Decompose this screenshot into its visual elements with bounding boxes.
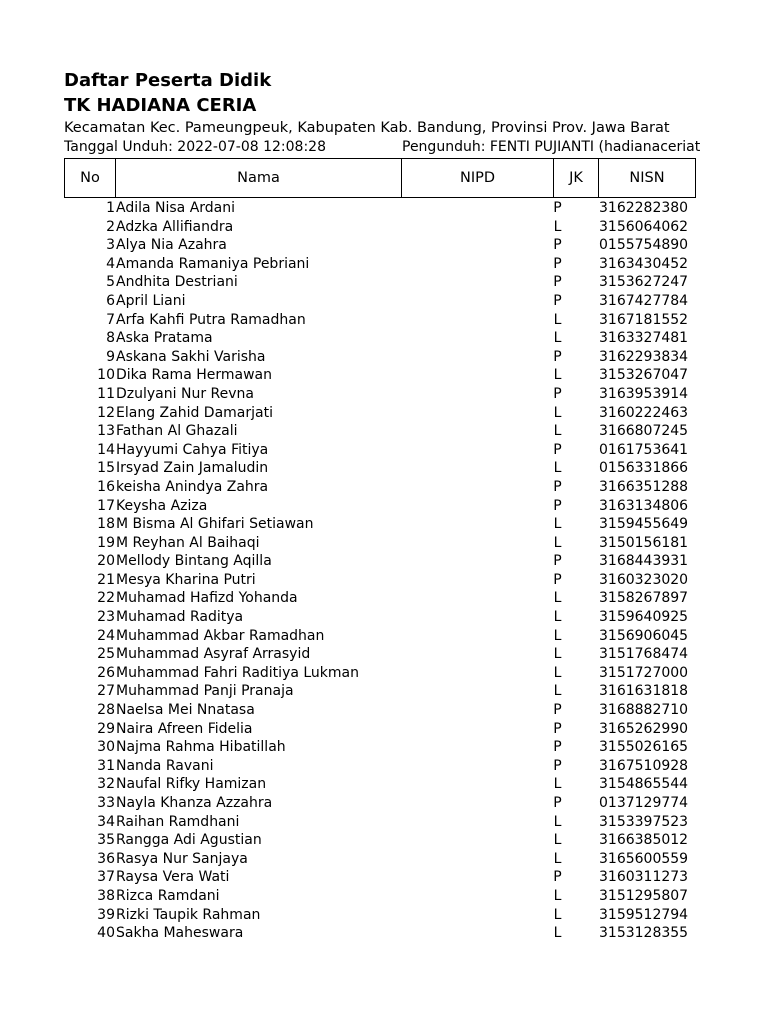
cell-jk: P [553,274,562,291]
table-row [64,682,704,701]
cell-nama: Najma Rahma Hibatillah [116,739,286,756]
cell-nama: Rasya Nur Sanjaya [116,850,248,867]
cell-nama: Keysha Aziza [116,497,208,514]
cell-no: 12 [97,404,115,421]
cell-nama: Dika Rama Hermawan [116,367,272,384]
cell-nisn: 3163430452 [599,255,689,272]
table-row [64,385,704,404]
student-table-body [64,199,704,943]
cell-nisn: 3153397523 [599,813,689,830]
table-row [64,850,704,869]
cell-no: 37 [97,869,115,886]
table-row [64,497,704,516]
cell-no: 2 [106,218,115,235]
cell-nisn: 3153627247 [599,274,689,291]
cell-no: 30 [97,739,115,756]
cell-jk: P [553,869,562,886]
cell-jk: L [553,887,562,904]
cell-nama: April Liani [116,292,186,309]
cell-no: 38 [97,887,115,904]
table-row [64,348,704,367]
table-row [64,906,704,925]
cell-no: 18 [97,516,115,533]
table-row [64,775,704,794]
table-row [64,311,704,330]
cell-no: 10 [97,367,115,384]
table-row [64,720,704,739]
cell-jk: P [553,553,562,570]
cell-nisn: 0161753641 [599,441,689,458]
cell-nisn: 3159455649 [599,516,689,533]
cell-no: 14 [97,441,115,458]
table-row [64,422,704,441]
cell-jk: L [553,850,562,867]
cell-no: 31 [97,757,115,774]
table-row [64,813,704,832]
cell-nisn: 0156331866 [599,460,689,477]
table-row [64,645,704,664]
cell-nisn: 3155026165 [599,739,689,756]
cell-no: 19 [97,534,115,551]
cell-nama: Muhammad Fahri Raditiya Lukman [116,664,360,681]
cell-no: 39 [97,906,115,923]
cell-jk: P [553,237,562,254]
cell-nama: keisha Anindya Zahra [116,478,269,495]
cell-nisn: 3166385012 [599,832,689,849]
cell-no: 34 [97,813,115,830]
cell-jk: L [553,646,562,663]
cell-nama: Sakha Maheswara [116,925,244,942]
cell-nama: Rizca Ramdani [116,887,220,904]
cell-nisn: 3168882710 [599,702,689,719]
cell-jk: L [553,813,562,830]
cell-nisn: 0155754890 [599,237,689,254]
table-header [64,158,696,198]
cell-nama: Dzulyani Nur Revna [116,385,254,402]
cell-no: 32 [97,776,115,793]
table-row [64,515,704,534]
cell-jk: P [553,292,562,309]
cell-nisn: 3162293834 [599,348,689,365]
cell-no: 17 [97,497,115,514]
cell-no: 40 [97,925,115,942]
cell-nama: Nayla Khanza Azzahra [116,795,273,811]
cell-jk: L [553,627,562,644]
cell-jk: P [553,757,562,774]
cell-nama: Hayyumi Cahya Fitiya [116,441,269,458]
cell-nama: Naelsa Mei Nnatasa [116,702,255,719]
downloader-info: Pengunduh: FENTI PUJIANTI (hadianaceriat [402,139,701,155]
cell-nama: Rangga Adi Agustian [116,832,262,849]
table-row [64,199,704,218]
cell-jk: L [553,609,562,626]
cell-nisn: 3154865544 [599,776,689,793]
cell-nama: Nanda Ravani [116,757,214,774]
cell-jk: P [553,720,562,737]
cell-jk: P [553,571,562,588]
table-row [64,273,704,292]
cell-no: 26 [97,664,115,681]
cell-nisn: 3160311273 [599,869,689,886]
cell-no: 4 [106,255,115,272]
table-row [64,757,704,776]
cell-nisn: 3168443931 [599,553,689,570]
table-row [64,459,704,478]
cell-nama: Andhita Destriani [116,274,238,291]
cell-no: 8 [106,330,115,347]
cell-nama: Muhamad Raditya [116,609,244,626]
cell-nama: Elang Zahid Damarjati [116,404,273,421]
cell-no: 20 [97,553,115,570]
table-row [64,236,704,255]
table-row [64,329,704,348]
table-row [64,255,704,274]
cell-no: 9 [106,348,115,365]
cell-no: 28 [97,702,115,719]
download-date: Tanggal Unduh: 2022-07-08 12:08:28 [64,139,326,155]
header-nisn: NISN [629,170,665,186]
table-row [64,701,704,720]
table-row [64,404,704,423]
cell-jk: L [553,925,562,942]
cell-jk: L [553,516,562,533]
cell-no: 27 [97,683,115,700]
cell-jk: P [553,441,562,458]
table-row [64,664,704,683]
cell-nisn: 3153128355 [599,925,689,942]
cell-jk: L [553,683,562,700]
cell-nama: Naufal Rifky Hamizan [116,776,267,793]
cell-nisn: 3163134806 [599,497,689,514]
cell-nisn: 3156906045 [599,627,689,644]
table-row [64,887,704,906]
header-no: No [65,159,116,197]
table-row [64,218,704,237]
cell-no: 23 [97,609,115,626]
table-row [64,794,704,813]
table-row [64,627,704,646]
cell-jk: L [553,590,562,607]
cell-jk: P [553,478,562,495]
download-info-line [64,139,704,155]
table-row [64,366,704,385]
cell-nisn: 3161631818 [599,683,689,700]
cell-nisn: 3150156181 [599,534,689,551]
cell-nama: Mesya Kharina Putri [116,571,256,588]
cell-no: 1 [106,200,115,216]
cell-nama: Askana Sakhi Varisha [116,348,266,365]
cell-nisn: 3158267897 [599,590,689,607]
cell-jk: P [553,795,562,811]
cell-jk: L [553,311,562,328]
cell-no: 36 [97,850,115,867]
cell-nisn: 3163327481 [599,330,689,347]
cell-nama: Muhammad Panji Pranaja [116,683,294,700]
cell-jk: P [553,739,562,756]
cell-nama: M Reyhan Al Baihaqi [116,534,260,551]
cell-nama: Adzka Allifiandra [116,218,234,235]
cell-no: 3 [106,237,115,254]
cell-jk: P [553,497,562,514]
cell-nama: Raysa Vera Wati [116,869,230,886]
table-row [64,738,704,757]
cell-jk: L [553,404,562,421]
cell-nisn: 3160222463 [599,404,689,421]
cell-nama: Raihan Ramdhani [116,813,240,830]
cell-no: 29 [97,720,115,737]
cell-jk: L [553,776,562,793]
cell-no: 5 [106,274,115,291]
cell-nisn: 3167510928 [599,757,689,774]
table-row [64,292,704,311]
cell-nama: Naira Afreen Fidelia [116,720,253,737]
cell-no: 16 [97,478,115,495]
cell-jk: P [553,348,562,365]
cell-nisn: 3159512794 [599,906,689,923]
cell-nama: Muhammad Asyraf Arrasyid [116,646,311,663]
cell-jk: L [553,832,562,849]
cell-jk: P [553,702,562,719]
table-row [64,534,704,553]
cell-nisn: 3165262990 [599,720,689,737]
cell-jk: L [553,664,562,681]
school-name: TK HADIANA CERIA [64,95,257,116]
cell-nisn: 3166807245 [599,423,689,440]
cell-nama: Muhamad Hafizd Yohanda [116,590,298,607]
cell-nama: Arfa Kahfi Putra Ramadhan [116,311,306,328]
cell-jk: P [553,200,562,216]
location-line: Kecamatan Kec. Pameungpeuk, Kabupaten Kab. Bandung, Provinsi Prov. Jawa Barat [64,120,670,136]
cell-no: 35 [97,832,115,849]
cell-jk: L [553,423,562,440]
cell-no: 25 [97,646,115,663]
cell-nama: Adila Nisa Ardani [116,200,236,216]
cell-no: 24 [97,627,115,644]
cell-nama: Alya Nia Azahra [116,237,227,254]
cell-no: 22 [97,590,115,607]
cell-no: 6 [106,292,115,309]
cell-nama: Rizki Taupik Rahman [116,906,261,923]
cell-nisn: 3165600559 [599,850,689,867]
cell-nama: Fathan Al Ghazali [116,423,238,440]
cell-nisn: 3151768474 [599,646,689,663]
cell-nama: Mellody Bintang Aqilla [116,553,272,570]
cell-jk: L [553,460,562,477]
cell-jk: P [553,255,562,272]
cell-nisn: 3166351288 [599,478,689,495]
header-nama: Nama [116,159,402,197]
cell-nama: Aska Pratama [116,330,213,347]
cell-jk: L [553,367,562,384]
cell-nisn: 3167427784 [599,292,689,309]
cell-nama: Amanda Ramaniya Pebriani [116,255,310,272]
table-row [64,571,704,590]
cell-nisn: 3159640925 [599,609,689,626]
cell-no: 11 [97,385,115,402]
header-nipd: NIPD [402,159,554,197]
cell-no: 7 [106,311,115,328]
cell-nisn: 3156064062 [599,218,689,235]
cell-no: 21 [97,571,115,588]
table-row [64,478,704,497]
cell-nisn: 3153267047 [599,367,689,384]
cell-nisn: 3167181552 [599,311,689,328]
cell-nisn: 3160323020 [599,571,689,588]
cell-nisn: 3151727000 [599,664,689,681]
cell-jk: L [553,534,562,551]
cell-jk: L [553,218,562,235]
cell-no: 13 [97,423,115,440]
header-jk: JK [554,159,599,197]
cell-no: 33 [97,795,115,811]
table-row [64,831,704,850]
cell-nisn: 3163953914 [599,385,689,402]
table-row [64,924,704,943]
cell-nama: Irsyad Zain Jamaludin [116,460,269,477]
cell-no: 15 [97,460,115,477]
table-row [64,589,704,608]
cell-jk: L [553,330,562,347]
cell-nisn: 3151295807 [599,887,689,904]
cell-nisn: 0137129774 [599,795,689,811]
table-row [64,868,704,887]
cell-nama: M Bisma Al Ghifari Setiawan [116,516,314,533]
table-row [64,552,704,571]
table-row [64,441,704,460]
cell-nisn: 3162282380 [599,200,689,216]
cell-nama: Muhammad Akbar Ramadhan [116,627,325,644]
table-row [64,608,704,627]
cell-jk: L [553,906,562,923]
cell-jk: P [553,385,562,402]
document-title: Daftar Peserta Didik [64,70,272,91]
